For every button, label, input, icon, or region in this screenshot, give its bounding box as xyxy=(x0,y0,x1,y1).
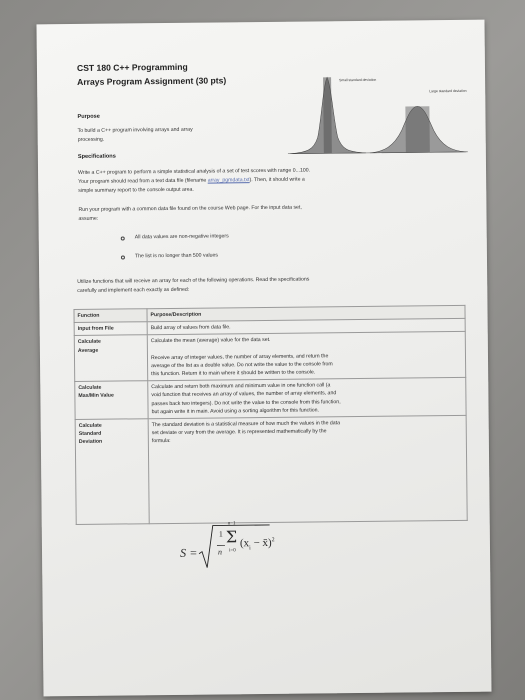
bullet-item-2: The list is no longer than 500 values xyxy=(134,252,219,260)
assignment-title: Arrays Program Assignment (30 pts) xyxy=(77,75,227,87)
std-dev-formula: S = 1 n n−1 Σ i=0 ($x_i$ − x̄)$^2$ xyxy=(180,507,271,583)
utilize-line-2: carefully and implement each exactly as defined: xyxy=(77,286,190,294)
function-spec-table xyxy=(73,305,467,525)
function-name: Input from File xyxy=(74,322,147,336)
table-row xyxy=(75,415,467,524)
function-description: Calculate the mean (average) value for the data set. Receive array of integer values, the number of array elements, and return the average of the list as a double value. Do not write the value to the console from this function. Return it to main where it should be written to the console. xyxy=(147,332,465,381)
bullet-icon xyxy=(121,255,125,259)
function-description: The standard deviation is a statistical measure of how much the values in the data set deviate or vary from the average. It is represented mathematically by the formula: xyxy=(148,415,467,523)
assignment-paper xyxy=(36,20,491,697)
spec-line-2: Your program should read from a text data file (filename array_pgmdata.txt). Then, it should write a xyxy=(78,176,305,185)
spec-line-3: simple summary report to the console output area. xyxy=(78,186,194,194)
utilize-line-1: Utilize functions that will receive an array for each of the following operations. Read the specifications xyxy=(77,276,310,285)
function-description: Calculate and return both maximum and minimum value in one function call (a void function that receives an array of values, the number of array elements, and passes back two integers). Do not write the value to the console from this function, but again write it in main. Avoid using a sorting algorithm for this function. xyxy=(148,378,466,419)
run-line-2: assume: xyxy=(78,215,99,222)
function-name: Calculate Max/Min Value xyxy=(75,381,148,420)
function-name: Calculate Standard Deviation xyxy=(75,419,149,525)
data-file-link[interactable]: array_pgmdata.txt xyxy=(207,177,250,184)
specifications-heading: Specifications xyxy=(77,153,116,160)
table-row xyxy=(75,378,466,420)
course-title: CST 180 C++ Programming xyxy=(76,61,188,73)
purpose-line-1: To build a C++ program involving arrays and array xyxy=(77,126,193,134)
small-sd-label: Small standard deviation xyxy=(339,77,377,83)
large-sd-label: Large standard deviation xyxy=(429,88,467,94)
standard-deviation-figure xyxy=(287,66,468,168)
sigma-sign: Σ xyxy=(225,527,238,547)
header-function: Function xyxy=(74,309,147,323)
bullet-icon xyxy=(121,236,125,240)
bullet-item-1: All data values are non-negative integers xyxy=(134,233,229,241)
purpose-heading: Purpose xyxy=(77,113,100,120)
table-row xyxy=(74,332,465,382)
function-description: Build array of values from data file. xyxy=(147,319,465,336)
header-purpose: Purpose/Description xyxy=(147,305,465,322)
purpose-line-2: processing. xyxy=(77,136,105,143)
function-name: Calculate Average xyxy=(74,335,147,382)
spec-line-1: Write a C++ program to perform a simple statistical analysis of a set of test scores with range 0...100. xyxy=(78,167,311,176)
run-line-1: Run your program with a common data file found on the course Web page. For the input data set, xyxy=(78,204,302,213)
